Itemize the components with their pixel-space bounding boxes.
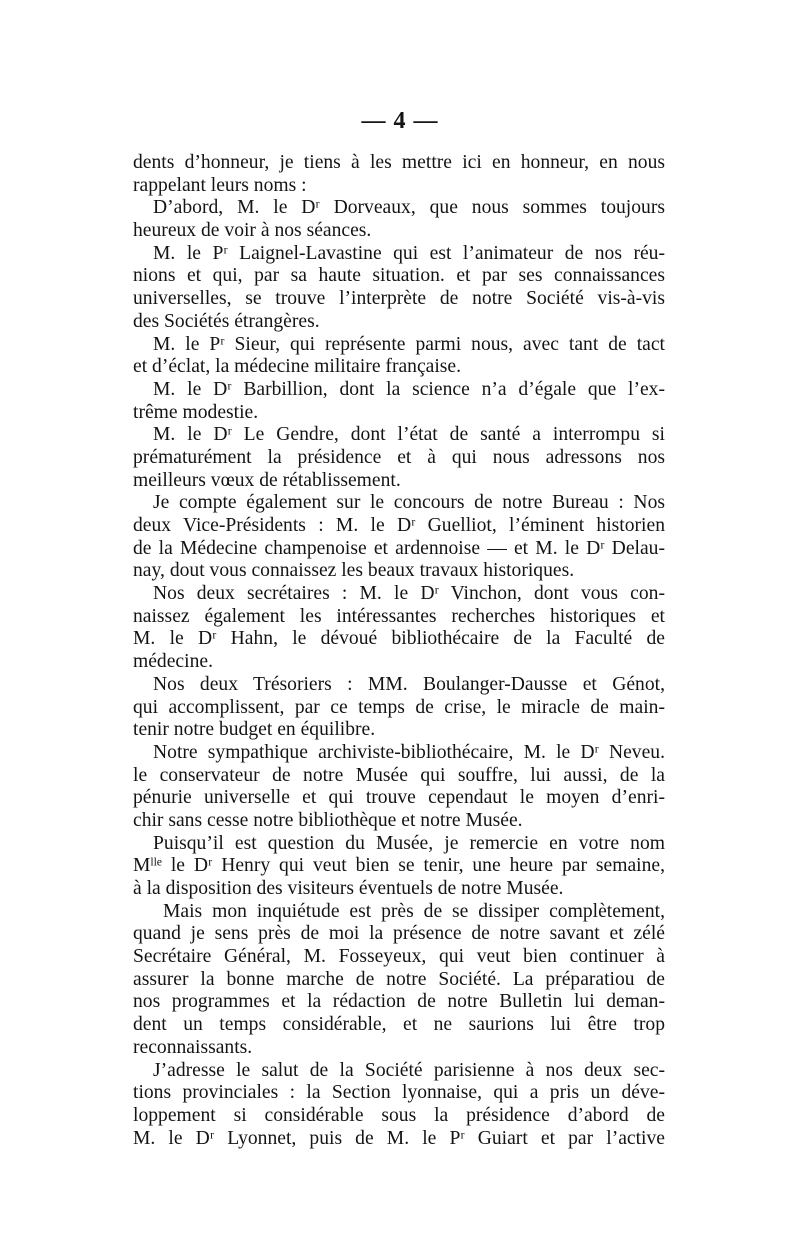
text-line: médecine. <box>133 651 213 673</box>
text-line: Mais mon inquiétude est près de se dissiper complètement, <box>163 900 665 922</box>
page-number: — 4 — <box>361 108 439 134</box>
text-line: M. le Dʳ Barbillion, dont la science n’a d’égale que l’ex- <box>153 378 665 400</box>
text-line: assurer la bonne marche de notre Société. La préparatiou de <box>133 968 665 990</box>
text-line: quand je sens près de moi la présence de notre savant et zélé <box>133 923 665 945</box>
text-line: rappelant leurs noms : <box>133 174 307 196</box>
text-line: Nos deux secrétaires : M. le Dʳ Vinchon, dont vous con- <box>153 583 665 605</box>
text-line: prématurément la présidence et à qui nous adressons nos <box>133 446 665 468</box>
text-line: M. le Dʳ Lyonnet, puis de M. le Pʳ Guiart et par l’active <box>133 1127 665 1149</box>
text-line: universelles, se trouve l’interprète de notre Société vis-à-vis <box>133 288 665 310</box>
text-line: Secrétaire Général, M. Fosseyeux, qui veut bien continuer à <box>133 946 665 968</box>
text-line: M. le Pʳ Laignel-Lavastine qui est l’animateur de nos réu- <box>153 242 665 264</box>
text-line: de la Médecine champenoise et ardennoise — et M. le Dʳ Delau- <box>133 537 665 559</box>
text-line: pénurie universelle et qui trouve cependaut le moyen d’enri- <box>133 787 665 809</box>
text-line: à la disposition des visiteurs éventuels de notre Musée. <box>133 878 564 899</box>
text-line: tenir notre budget en équilibre. <box>133 719 376 741</box>
text-line: naissez également les intéressantes recherches historiques et <box>133 605 665 627</box>
text-line: nions et qui, par sa haute situation. et par ses connaissances <box>133 265 665 287</box>
text-line: nay, dout vous connaissez les beaux travaux historiques. <box>133 560 575 582</box>
text-line: le conservateur de notre Musée qui souffre, lui aussi, de la <box>133 764 665 786</box>
text-line: deux Vice-Présidents : M. le Dʳ Guelliot, l’éminent historien <box>133 515 665 536</box>
text-line: M. le Pʳ Sieur, qui représente parmi nous, avec tant de tact <box>153 333 665 355</box>
text-line: tions provinciales : la Section lyonnaise, qui a pris un déve- <box>133 1082 665 1104</box>
text-line: trême modestie. <box>133 401 259 423</box>
text-line: Je compte également sur le concours de notre Bureau : Nos <box>153 492 665 514</box>
body-text <box>133 152 665 1150</box>
text-line: nos programmes et la rédaction de notre Bulletin lui deman- <box>133 991 665 1013</box>
text-line: Mˡˡᵉ le Dʳ Henry qui veut bien se tenir, une heure par semaine, <box>133 855 665 877</box>
text-line: chir sans cesse notre bibliothèque et notre Musée. <box>133 809 523 831</box>
text-line: dents d’honneur, je tiens à les mettre ici en honneur, en nous <box>133 152 665 173</box>
text-line: dent un temps considérable, et ne saurions lui être trop <box>133 1014 665 1036</box>
text-line: reconnaissants. <box>133 1036 253 1058</box>
text-line: loppement si considérable sous la présidence d’abord de <box>133 1104 665 1126</box>
text-line: et d’éclat, la médecine militaire française. <box>133 356 462 378</box>
text-line: M. le Dʳ Hahn, le dévoué bibliothécaire de la Faculté de <box>133 628 665 650</box>
text-line: heureux de voir à nos séances. <box>133 220 372 242</box>
text-line: Puisqu’il est question du Musée, je remercie en votre nom <box>153 832 665 854</box>
text-line: M. le Dʳ Le Gendre, dont l’état de santé a interrompu si <box>153 424 665 446</box>
text-line: des Sociétés étrangères. <box>133 310 320 332</box>
text-line: J’adresse le salut de la Société parisienne à nos deux sec- <box>153 1059 665 1081</box>
text-line: Nos deux Trésoriers : MM. Boulanger-Dausse et Génot, <box>153 673 665 695</box>
text-line: meilleurs vœux de rétablissement. <box>133 469 401 491</box>
text-line: Notre sympathique archiviste-bibliothécaire, M. le Dʳ Neveu. <box>153 741 665 763</box>
text-line: qui accomplissent, par ce temps de crise, le miracle de main- <box>133 696 665 718</box>
text-line: D’abord, M. le Dʳ Dorveaux, que nous sommes toujours <box>153 197 665 219</box>
